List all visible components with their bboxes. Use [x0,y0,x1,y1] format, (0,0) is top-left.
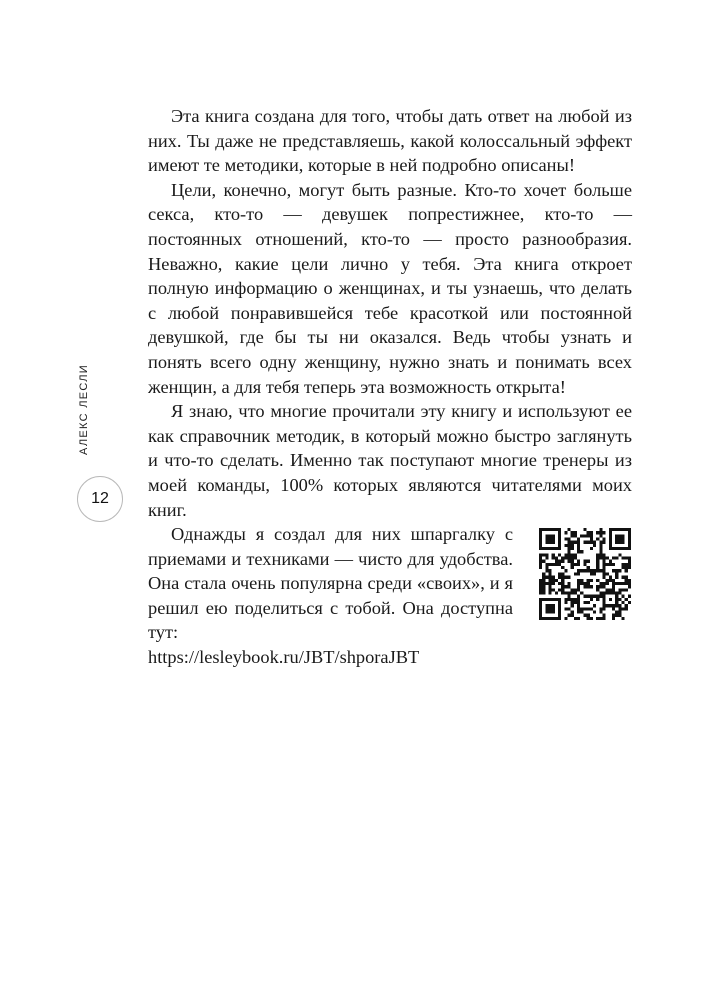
page-number-circle [77,476,123,522]
shpargalka-paragraph [148,522,632,670]
page-number: 12 [91,490,109,507]
paragraph: Однажды я создал для них шпаргалку с приемами и техниками — чисто для удобства. Она стала очень популярна среди «своих», и я решил ею поделиться с тобой. Она доступна тут: [148,524,513,643]
running-head: АЛЕКС ЛЕСЛИ [78,364,90,455]
paragraph: Цели, конечно, могут быть разные. Кто-то хочет больше секса, кто-то — девушек попрестижнее, кто-то — постоянных отношений, кто-то — просто разнообразия. Неважно, какие цели лично у тебя. Эта книга откроет полную информацию о женщинах, и ты узнаешь, что делать с любой понравившейся тебе красоткой или постоянной девушкой, где бы ты ни оказался. Ведь чтобы узнать и понять всего одну женщину, нужно знать и понимать всех женщин, а для тебя теперь эта возможность открыта! [148,179,632,397]
body-text [148,104,632,670]
qr-code-icon[interactable] [539,528,631,620]
shpargalka-link[interactable]: https://lesleybook.ru/JBT/shporaJBT [148,647,420,668]
paragraph: Я знаю, что многие прочитали эту книгу и используют ее как справочник методик, в который можно быстро заглянуть и что-то сделать. Именно так поступают многие тренеры из моей команды, 100% которых являются читателями моих книг. [148,401,632,520]
paragraph: Эта книга создана для того, чтобы дать ответ на любой из них. Ты даже не представляешь, какой колоссальный эффект имеют те методики, которые в ней подробно описаны! [148,106,632,176]
